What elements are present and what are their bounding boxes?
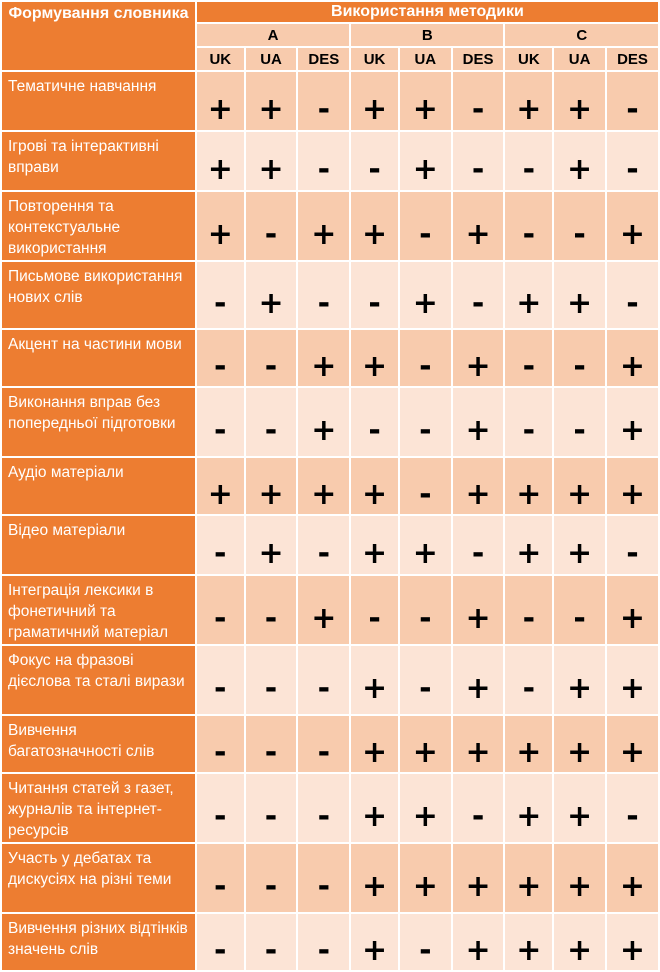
minus-mark: - bbox=[297, 773, 350, 843]
plus-mark: + bbox=[399, 843, 452, 913]
plus-mark: + bbox=[350, 515, 399, 575]
plus-mark: + bbox=[350, 329, 399, 387]
minus-mark: - bbox=[297, 645, 350, 715]
plus-mark: + bbox=[297, 191, 350, 261]
row-label: Участь у дебатах та дискусіях на різні теми bbox=[1, 843, 196, 913]
plus-mark: + bbox=[553, 773, 606, 843]
subcol-header: UK bbox=[350, 47, 399, 71]
plus-mark: + bbox=[245, 457, 298, 515]
plus-mark: + bbox=[553, 457, 606, 515]
plus-mark: + bbox=[245, 71, 298, 131]
minus-mark: - bbox=[245, 715, 298, 773]
subcol-header: UA bbox=[553, 47, 606, 71]
plus-mark: + bbox=[350, 913, 399, 971]
plus-mark: + bbox=[399, 715, 452, 773]
row-label: Вивчення різних відтінків значень слів bbox=[1, 913, 196, 971]
plus-mark: + bbox=[399, 131, 452, 191]
plus-mark: + bbox=[196, 457, 245, 515]
plus-mark: + bbox=[452, 387, 505, 457]
plus-mark: + bbox=[606, 387, 659, 457]
minus-mark: - bbox=[245, 645, 298, 715]
plus-mark: + bbox=[245, 261, 298, 329]
plus-mark: + bbox=[452, 843, 505, 913]
minus-mark: - bbox=[350, 261, 399, 329]
subcol-header: UK bbox=[504, 47, 553, 71]
minus-mark: - bbox=[245, 329, 298, 387]
minus-mark: - bbox=[350, 131, 399, 191]
plus-mark: + bbox=[606, 715, 659, 773]
row-label: Фокус на фразові дієслова та сталі вирази bbox=[1, 645, 196, 715]
subcol-header: DES bbox=[606, 47, 659, 71]
plus-mark: + bbox=[196, 131, 245, 191]
minus-mark: - bbox=[350, 575, 399, 645]
row-label: Акцент на частини мови bbox=[1, 329, 196, 387]
plus-mark: + bbox=[452, 913, 505, 971]
minus-mark: - bbox=[606, 131, 659, 191]
minus-mark: - bbox=[245, 191, 298, 261]
minus-mark: - bbox=[553, 329, 606, 387]
table-header bbox=[1, 1, 659, 71]
table-row bbox=[1, 191, 659, 261]
minus-mark: - bbox=[297, 71, 350, 131]
row-label: Повторення та контекстуальне використання bbox=[1, 191, 196, 261]
plus-mark: + bbox=[297, 457, 350, 515]
plus-mark: + bbox=[452, 329, 505, 387]
minus-mark: - bbox=[553, 191, 606, 261]
plus-mark: + bbox=[297, 329, 350, 387]
table-row bbox=[1, 329, 659, 387]
plus-mark: + bbox=[606, 329, 659, 387]
plus-mark: + bbox=[452, 715, 505, 773]
plus-mark: + bbox=[504, 457, 553, 515]
minus-mark: - bbox=[606, 515, 659, 575]
minus-mark: - bbox=[297, 515, 350, 575]
plus-mark: + bbox=[350, 715, 399, 773]
table-row bbox=[1, 715, 659, 773]
minus-mark: - bbox=[196, 715, 245, 773]
plus-mark: + bbox=[553, 913, 606, 971]
minus-mark: - bbox=[399, 191, 452, 261]
plus-mark: + bbox=[504, 773, 553, 843]
plus-mark: + bbox=[504, 715, 553, 773]
plus-mark: + bbox=[504, 913, 553, 971]
plus-mark: + bbox=[553, 131, 606, 191]
minus-mark: - bbox=[196, 913, 245, 971]
plus-mark: + bbox=[399, 71, 452, 131]
row-label: Вивчення багатозначності слів bbox=[1, 715, 196, 773]
table-row bbox=[1, 515, 659, 575]
minus-mark: - bbox=[196, 575, 245, 645]
table-row bbox=[1, 261, 659, 329]
minus-mark: - bbox=[350, 387, 399, 457]
minus-mark: - bbox=[452, 71, 505, 131]
subcol-header: UK bbox=[196, 47, 245, 71]
table-row bbox=[1, 913, 659, 971]
plus-mark: + bbox=[245, 131, 298, 191]
row-label: Інтеграція лексики в фонетичний та граматичний матеріал bbox=[1, 575, 196, 645]
minus-mark: - bbox=[196, 515, 245, 575]
table-row bbox=[1, 71, 659, 131]
minus-mark: - bbox=[606, 71, 659, 131]
group-header-a: A bbox=[196, 23, 350, 47]
plus-mark: + bbox=[606, 457, 659, 515]
plus-mark: + bbox=[452, 645, 505, 715]
minus-mark: - bbox=[452, 773, 505, 843]
minus-mark: - bbox=[399, 387, 452, 457]
plus-mark: + bbox=[297, 387, 350, 457]
row-label: Ігрові та інтерактивні вправи bbox=[1, 131, 196, 191]
plus-mark: + bbox=[553, 515, 606, 575]
plus-mark: + bbox=[297, 575, 350, 645]
criteria-header: Формування словника bbox=[1, 1, 196, 71]
plus-mark: + bbox=[504, 261, 553, 329]
subcol-header: DES bbox=[452, 47, 505, 71]
table-row bbox=[1, 575, 659, 645]
minus-mark: - bbox=[297, 261, 350, 329]
plus-mark: + bbox=[606, 191, 659, 261]
minus-mark: - bbox=[399, 645, 452, 715]
plus-mark: + bbox=[606, 913, 659, 971]
plus-mark: + bbox=[350, 457, 399, 515]
minus-mark: - bbox=[553, 575, 606, 645]
row-label: Читання статей з газет, журналів та інтернет-ресурсів bbox=[1, 773, 196, 843]
plus-mark: + bbox=[350, 71, 399, 131]
plus-mark: + bbox=[350, 645, 399, 715]
minus-mark: - bbox=[196, 261, 245, 329]
plus-mark: + bbox=[196, 191, 245, 261]
group-header-b: B bbox=[350, 23, 504, 47]
table-row bbox=[1, 645, 659, 715]
minus-mark: - bbox=[196, 773, 245, 843]
plus-mark: + bbox=[553, 843, 606, 913]
plus-mark: + bbox=[553, 715, 606, 773]
subcol-header: UA bbox=[399, 47, 452, 71]
plus-mark: + bbox=[553, 645, 606, 715]
minus-mark: - bbox=[504, 131, 553, 191]
plus-mark: + bbox=[504, 71, 553, 131]
minus-mark: - bbox=[504, 645, 553, 715]
minus-mark: - bbox=[553, 387, 606, 457]
table-row bbox=[1, 843, 659, 913]
plus-mark: + bbox=[553, 261, 606, 329]
plus-mark: + bbox=[452, 457, 505, 515]
minus-mark: - bbox=[196, 645, 245, 715]
minus-mark: - bbox=[606, 773, 659, 843]
minus-mark: - bbox=[606, 261, 659, 329]
minus-mark: - bbox=[245, 575, 298, 645]
plus-mark: + bbox=[245, 515, 298, 575]
plus-mark: + bbox=[504, 843, 553, 913]
table-row bbox=[1, 457, 659, 515]
minus-mark: - bbox=[399, 329, 452, 387]
minus-mark: - bbox=[245, 843, 298, 913]
plus-mark: + bbox=[399, 261, 452, 329]
plus-mark: + bbox=[452, 575, 505, 645]
minus-mark: - bbox=[504, 191, 553, 261]
table-row bbox=[1, 387, 659, 457]
minus-mark: - bbox=[297, 843, 350, 913]
subcol-header: UA bbox=[245, 47, 298, 71]
minus-mark: - bbox=[504, 575, 553, 645]
table-row bbox=[1, 131, 659, 191]
minus-mark: - bbox=[399, 575, 452, 645]
minus-mark: - bbox=[196, 329, 245, 387]
plus-mark: + bbox=[606, 575, 659, 645]
plus-mark: + bbox=[606, 645, 659, 715]
plus-mark: + bbox=[553, 71, 606, 131]
minus-mark: - bbox=[245, 913, 298, 971]
plus-mark: + bbox=[504, 515, 553, 575]
minus-mark: - bbox=[452, 131, 505, 191]
row-label: Аудіо матеріали bbox=[1, 457, 196, 515]
minus-mark: - bbox=[504, 387, 553, 457]
minus-mark: - bbox=[297, 131, 350, 191]
plus-mark: + bbox=[399, 773, 452, 843]
table-row bbox=[1, 773, 659, 843]
minus-mark: - bbox=[297, 715, 350, 773]
minus-mark: - bbox=[452, 515, 505, 575]
plus-mark: + bbox=[399, 515, 452, 575]
plus-mark: + bbox=[350, 773, 399, 843]
row-label: Тематичне навчання bbox=[1, 71, 196, 131]
minus-mark: - bbox=[452, 261, 505, 329]
group-header-c: C bbox=[504, 23, 659, 47]
row-label: Виконання вправ без попередньої підготовки bbox=[1, 387, 196, 457]
usage-header: Використання методики bbox=[196, 1, 659, 23]
row-label: Відео матеріали bbox=[1, 515, 196, 575]
table-body bbox=[1, 71, 659, 971]
subcol-header: DES bbox=[297, 47, 350, 71]
minus-mark: - bbox=[245, 773, 298, 843]
minus-mark: - bbox=[196, 843, 245, 913]
minus-mark: - bbox=[245, 387, 298, 457]
plus-mark: + bbox=[350, 191, 399, 261]
minus-mark: - bbox=[297, 913, 350, 971]
minus-mark: - bbox=[399, 913, 452, 971]
row-label: Письмове використання нових слів bbox=[1, 261, 196, 329]
plus-mark: + bbox=[196, 71, 245, 131]
plus-mark: + bbox=[350, 843, 399, 913]
plus-mark: + bbox=[606, 843, 659, 913]
plus-mark: + bbox=[452, 191, 505, 261]
minus-mark: - bbox=[504, 329, 553, 387]
minus-mark: - bbox=[196, 387, 245, 457]
minus-mark: - bbox=[399, 457, 452, 515]
